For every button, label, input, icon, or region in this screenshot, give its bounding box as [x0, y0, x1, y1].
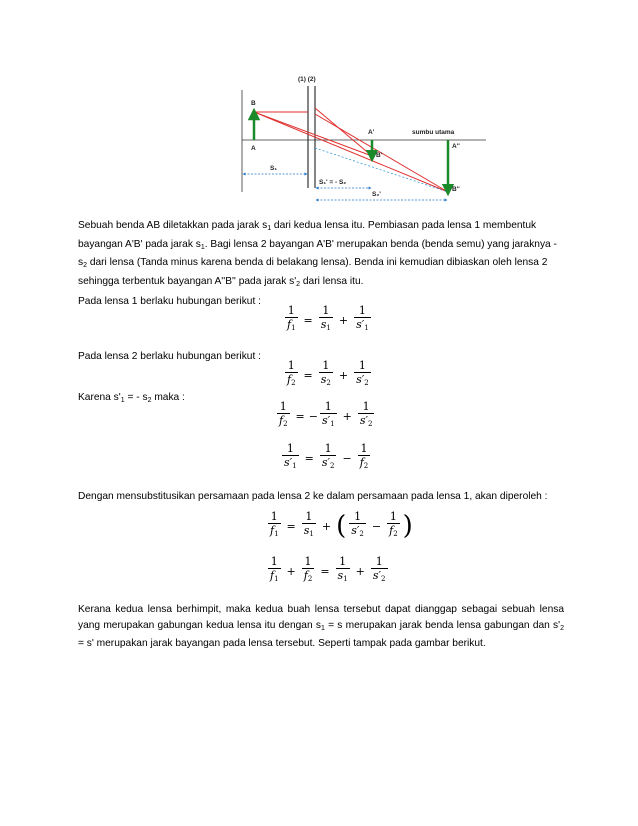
intro-text-1: Sebuah benda AB diletakkan pada jarak s — [78, 220, 268, 231]
intro-paragraph — [78, 218, 564, 292]
fraction: $\frac{1}{f_2}$ — [302, 556, 315, 586]
lens2-heading: Pada lensa 2 berlaku hubungan berikut : — [78, 351, 261, 362]
fraction: $\frac{1}{s'_2}$ — [371, 556, 388, 586]
ray-3 — [254, 112, 372, 156]
axis-label: sumbu utama — [412, 129, 455, 136]
lens-diagram — [232, 68, 486, 210]
point-a-double-label: A'' — [452, 143, 460, 150]
fraction: $\frac{1}{s'_1}$ — [282, 443, 299, 473]
point-b-double-label: B'' — [452, 186, 460, 193]
point-b-label: B — [251, 100, 256, 107]
fraction: $\frac{1}{f_2}$ — [387, 511, 400, 541]
point-a-prime-label: A' — [368, 129, 375, 136]
fraction: $\frac{1}{s'_1}$ — [320, 401, 337, 431]
conclusion-paragraph: Kerana kedua lensa berhimpit, maka kedua buah lensa tersebut dapat dianggap sebagai sebuah lensa yang merupakan gabungan kedua lensa itu dengan $s_1 = s$ merupakan jarak benda lensa gabungan dan $s'_2 = s'$ merupakan jarak bayangan pada lensa tersebut. Seperti tampak pada gambar berikut. — [78, 604, 564, 650]
fraction: $\frac{1}{f_2}$ — [285, 360, 298, 390]
point-b-prime-label: B' — [376, 152, 383, 159]
fraction: $\frac{1}{s_1}$ — [319, 305, 333, 335]
intro-sub-2: 1 — [200, 243, 205, 251]
lens1-heading: Pada lensa 1 berlaku hubungan berikut : — [78, 296, 261, 307]
intro-sub-3: 2 — [83, 262, 87, 270]
fraction: $\frac{1}{s'_2}$ — [349, 511, 366, 541]
equation-lens1: $\frac{1}{f_1}$ = $\frac{1}{s_1}$ + $\frac{1}{s'_1}$ — [283, 305, 373, 335]
intro-text-2: dari kedua lensa itu. Pembiasan pada lensa 1 membentuk bayangan A'B' pada jarak s — [78, 220, 537, 250]
fraction: $\frac{1}{f_1}$ — [285, 305, 298, 335]
equation-6: $\frac{1}{f_1}$ + $\frac{1}{f_2}$ = $\frac{1}{s_1}$ + $\frac{1}{s'_2}$ — [266, 556, 390, 586]
s1prime-label: S₁' = - S₂ — [319, 179, 347, 186]
intro-sub-1: 1 — [267, 225, 272, 232]
equation-5: $\frac{1}{f_1}$ = $\frac{1}{s_1}$ + ( $\frac{1}{s'_2}$ − $\frac{1}{f_2}$ ) — [270, 510, 413, 541]
ray-2 — [254, 112, 448, 192]
fraction: $\frac{1}{s_1}$ — [336, 556, 350, 586]
intro-sub-4: 2 — [296, 280, 301, 288]
fraction: $\frac{1}{s'_1}$ — [354, 305, 371, 335]
equation-4: $\frac{1}{s'_1}$ = $\frac{1}{s'_2}$ − $\frac{1}{f_2}$ — [280, 443, 372, 473]
fraction: $\frac{1}{s_2}$ — [319, 360, 333, 390]
intro-text-4: dari lensa (Tanda minus karena benda di belakang lensa). Benda ini kemudian dibiaskan oleh lensa 2 sehingga terbentuk bayangan A''B'' pada jarak s' — [78, 257, 548, 287]
s2prime-label: S₂' — [372, 191, 381, 198]
fraction: $\frac{1}{f_2}$ — [277, 401, 290, 431]
fraction: $\frac{1}{f_1}$ — [268, 556, 281, 586]
substitution-line: Dengan mensubstitusikan persamaan pada lensa 2 ke dalam persamaan pada lensa 1, akan diperoleh : — [78, 491, 548, 502]
fraction: $\frac{1}{f_1}$ — [268, 511, 281, 541]
intro-text-3: . Bagi lensa 2 bayangan A'B' merupakan benda (benda semu) yang jaraknya -s — [78, 238, 557, 269]
fraction: $\frac{1}{f_2}$ — [358, 443, 371, 473]
fraction: $\frac{1}{s'_2}$ — [320, 443, 337, 473]
point-a-label: A — [251, 145, 256, 152]
lens-labels: (1) (2) — [298, 76, 316, 83]
fraction: $\frac{1}{s'_2}$ — [354, 360, 371, 390]
s1-label: S₁ — [270, 165, 278, 172]
equation-3: $\frac{1}{f_2}$ = − $\frac{1}{s'_1}$ + $\frac{1}{s'_2}$ — [275, 401, 376, 431]
intro-text-5: dari lensa itu. — [300, 275, 364, 287]
equation-lens2: $\frac{1}{f_2}$ = $\frac{1}{s_2}$ + $\frac{1}{s'_2}$ — [283, 360, 373, 390]
fraction: $\frac{1}{s'_2}$ — [358, 401, 375, 431]
because-line: Karena $s'_1$ = - $s_2$ maka : — [78, 392, 185, 404]
fraction: $\frac{1}{s_1}$ — [302, 511, 316, 541]
